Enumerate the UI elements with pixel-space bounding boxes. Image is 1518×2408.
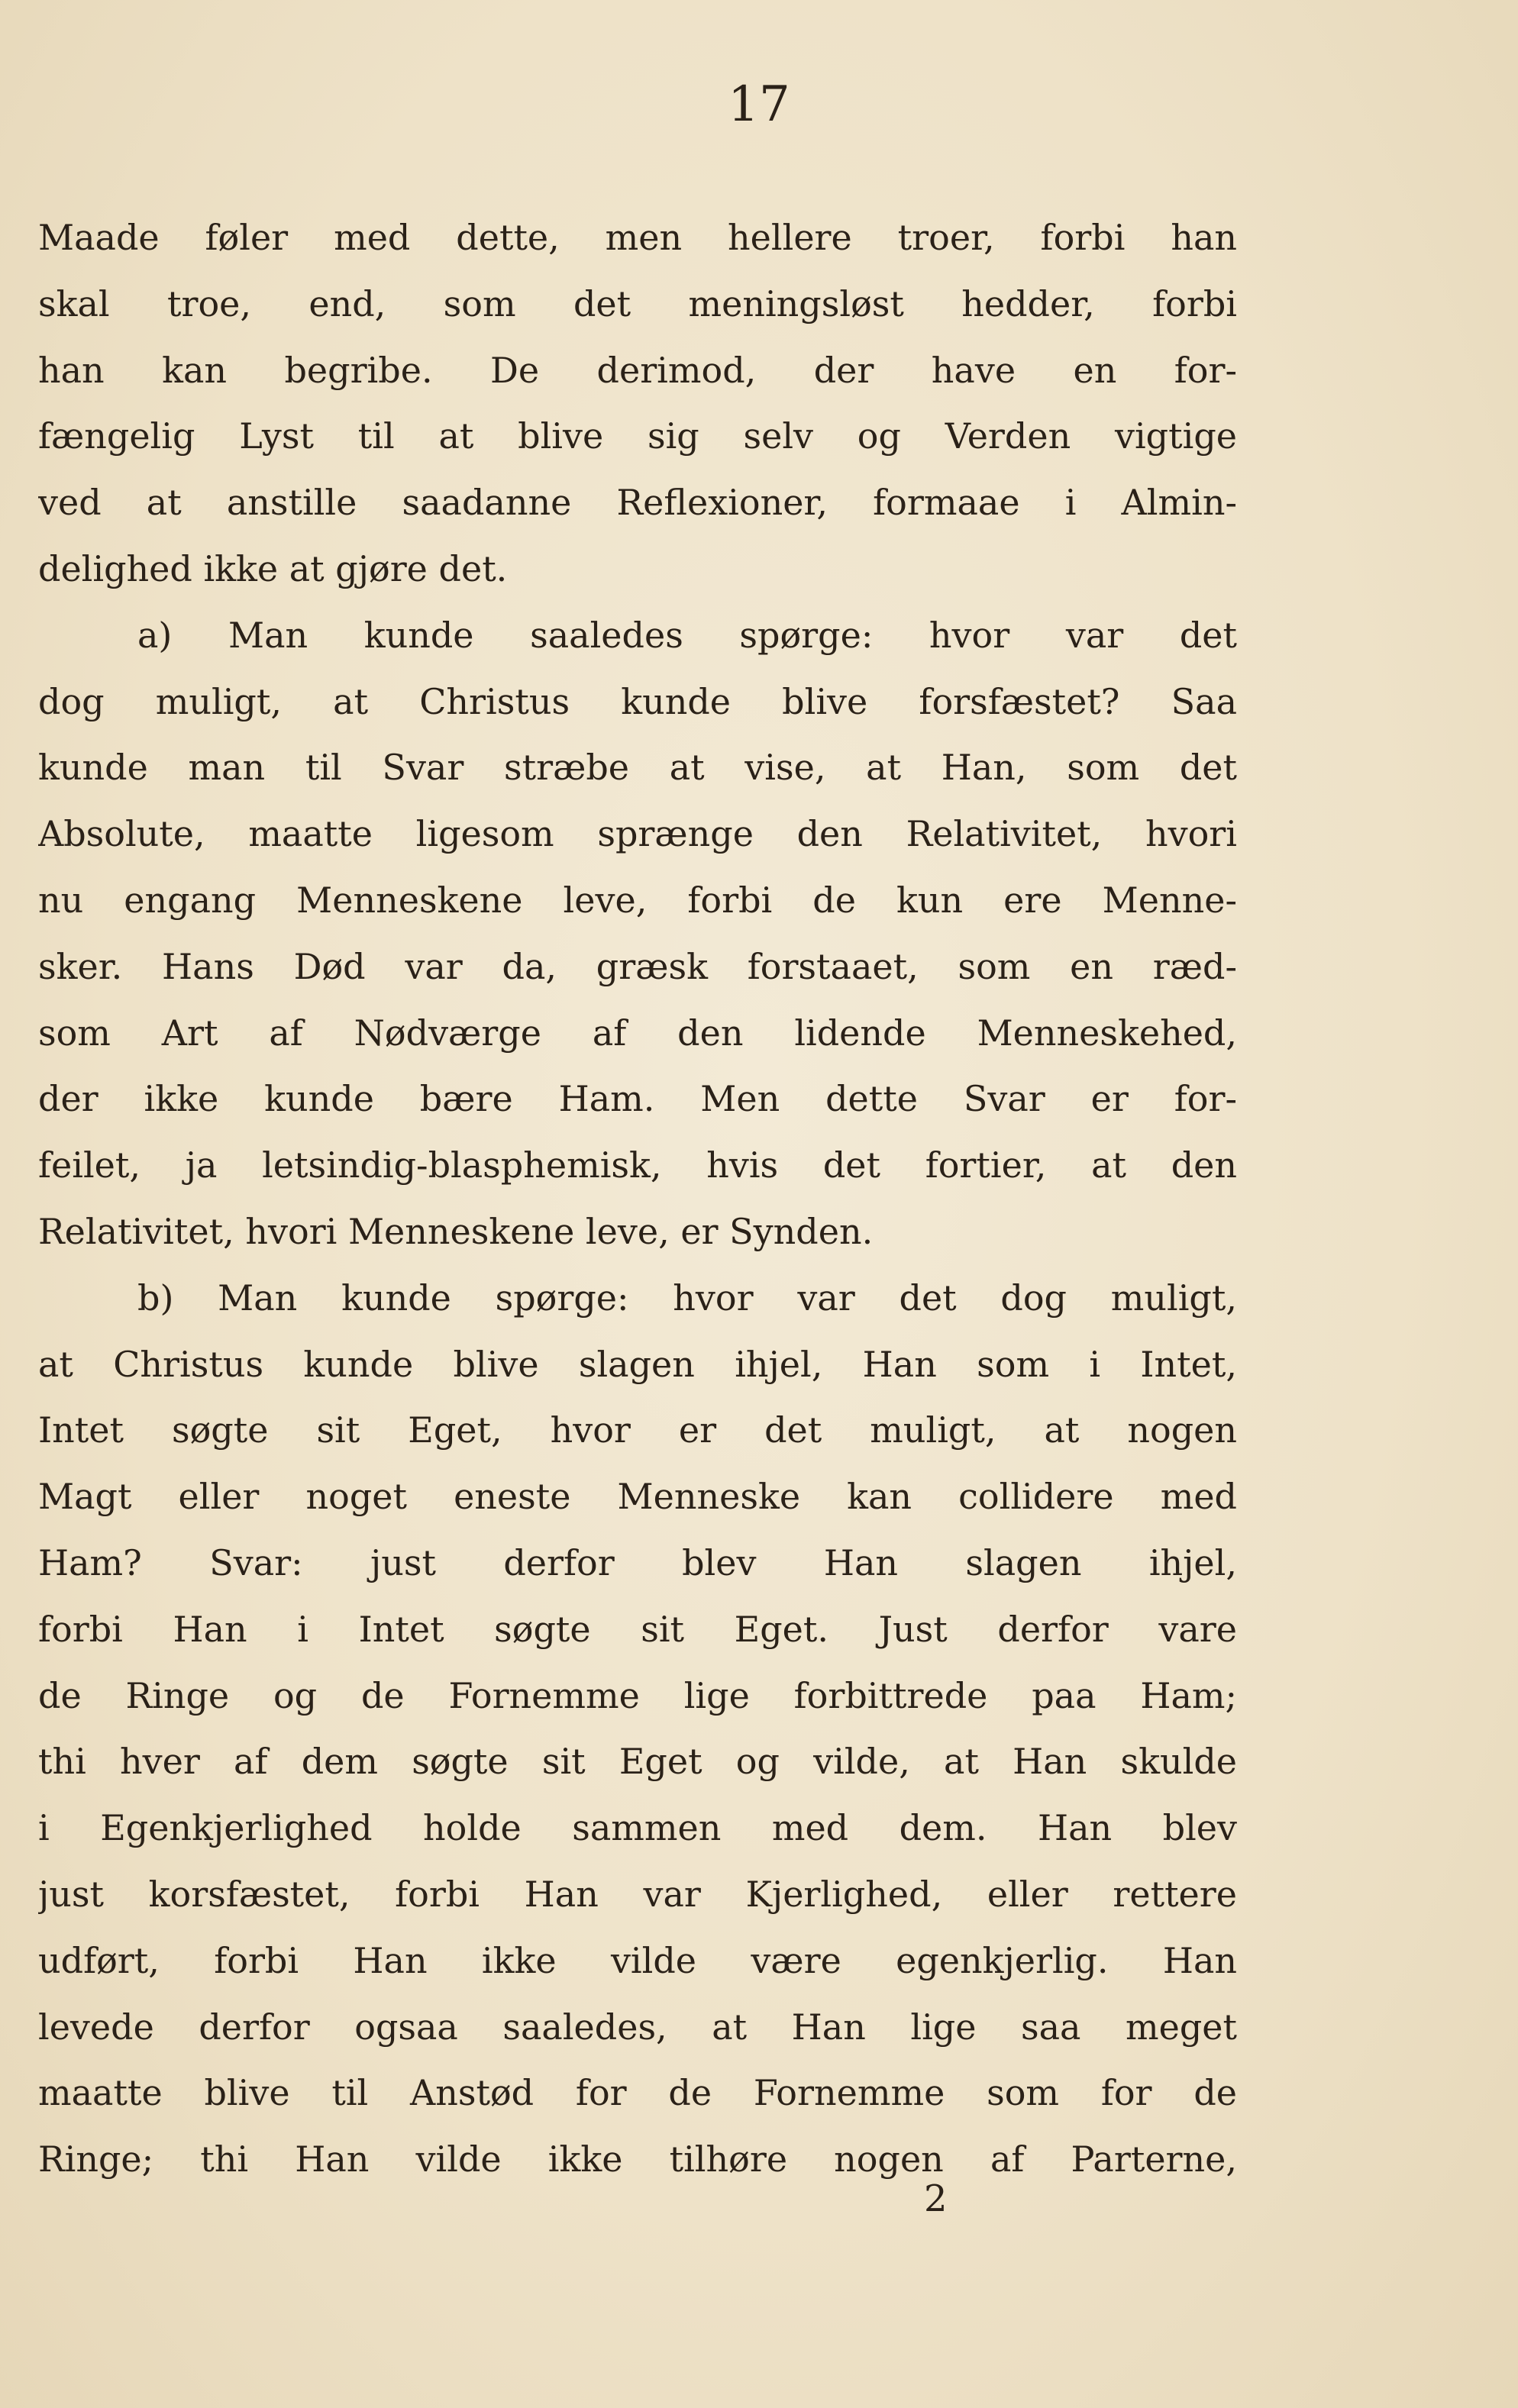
page-number: 17 [728, 76, 790, 133]
text-line: at Christus kunde blive slagen ihjel, Han som i Intet, [38, 1343, 1237, 1385]
text-line: der ikke kunde bære Ham. Men dette Svar er for- [38, 1078, 1237, 1120]
text-line: i Egenkjerlighed holde sammen med dem. Han blev [38, 1807, 1237, 1849]
text-line: Absolute, maatte ligesom sprænge den Relativitet, hvori [38, 813, 1237, 855]
text-line: de Ringe og de Fornemme lige forbittrede paa Ham; [38, 1674, 1237, 1716]
text-line: skal troe, end, som det meningsløst hedder, forbi [38, 282, 1237, 324]
text-line: han kan begribe. De derimod, der have en for- [38, 349, 1237, 391]
text-line: Intet søgte sit Eget, hvor er det muligt, at nogen [38, 1409, 1237, 1451]
text-line: feilet, ja letsindig-blasphemisk, hvis det fortier, at den [38, 1144, 1237, 1186]
text-line: dog muligt, at Christus kunde blive forsfæstet? Saa [38, 680, 1237, 722]
text-line: forbi Han i Intet søgte sit Eget. Just derfor vare [38, 1608, 1237, 1650]
text-line: som Art af Nødværge af den lidende Menneskehed, [38, 1012, 1237, 1054]
text-line: nu engang Menneskene leve, forbi de kun ere Menne- [38, 879, 1237, 921]
text-line: Ham? Svar: just derfor blev Han slagen ihjel, [38, 1541, 1237, 1583]
text-line: levede derfor ogsaa saaledes, at Han lige saa meget [38, 2006, 1237, 2048]
text-line: ved at anstille saadanne Reflexioner, formaae i Almin- [38, 482, 1237, 524]
text-line: fængelig Lyst til at blive sig selv og Verden vigtige [38, 415, 1237, 457]
text-line: b) Man kunde spørge: hvor var det dog muligt, [137, 1277, 1237, 1319]
text-line: delighed ikke at gjøre det. [38, 547, 508, 589]
text-line: thi hver af dem søgte sit Eget og vilde, at Han skulde [38, 1741, 1237, 1783]
text-line: kunde man til Svar stræbe at vise, at Han, som det [38, 747, 1237, 789]
text-line: Ringe; thi Han vilde ikke tilhøre nogen af Parterne, [38, 2138, 1237, 2180]
text-line: maatte blive til Anstød for de Fornemme som for de [38, 2072, 1237, 2114]
text-line: a) Man kunde saaledes spørge: hvor var det [137, 614, 1237, 656]
text-line: sker. Hans Død var da, græsk forstaaet, som en ræd- [38, 945, 1237, 987]
text-line: udført, forbi Han ikke vilde være egenkjerlig. Han [38, 1939, 1237, 1981]
signature-mark: 2 [924, 2177, 948, 2220]
text-line: Relativitet, hvori Menneskene leve, er Synden. [38, 1210, 874, 1252]
text-line: just korsfæstet, forbi Han var Kjerlighed, eller rettere [38, 1873, 1237, 1915]
text-line: Magt eller noget eneste Menneske kan collidere med [38, 1476, 1237, 1518]
body-text [38, 205, 1237, 2193]
text-line: Maade føler med dette, men hellere troer, forbi han [38, 217, 1237, 258]
